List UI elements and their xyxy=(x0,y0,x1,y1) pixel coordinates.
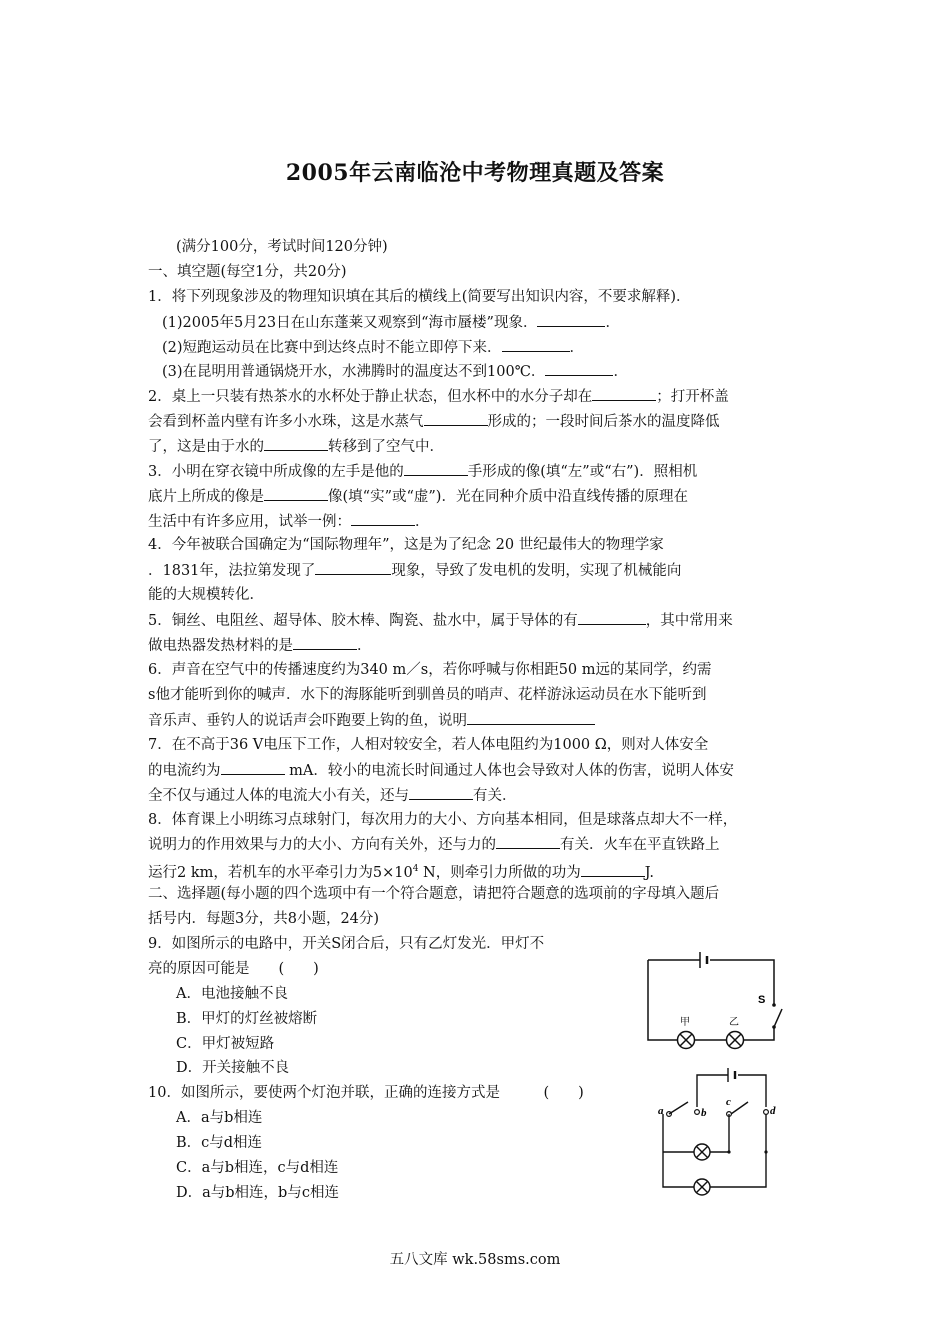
q7-line3: 全不仅与通过人体的电流大小有关，还与 有关． xyxy=(148,785,517,806)
q1-sub3: (3)在昆明用普通锅烧开水，水沸腾时的温度达不到100℃． ． xyxy=(162,361,628,382)
terminal-c-label: c xyxy=(726,1096,731,1108)
q10-option-c: C．a与b相连，c与d相连 xyxy=(176,1160,339,1176)
answer-blank xyxy=(581,862,645,877)
q6-line1: 6．声音在空气中的传播速度约为340 m／s，若你呼喊与你相距50 m远的某同学，约需 xyxy=(148,662,712,678)
page-footer: 五八文库 wk.58sms.com xyxy=(389,1252,561,1268)
q1-sub1: (1)2005年5月23日在山东蓬莱又观察到“海市蜃楼”现象． ． xyxy=(162,312,620,333)
q5-line1: 5．铜丝、电阻丝、超导体、胶木棒、陶瓷、盐水中，属于导体的有 ，其中常用来 xyxy=(148,610,733,631)
answer-blank xyxy=(592,386,656,401)
q1-stem: 1．将下列现象涉及的物理知识填在其后的横线上(简要写出知识内容，不要求解释)． xyxy=(148,289,691,305)
q9-line2: 亮的原因可能是 ( ) xyxy=(148,961,319,977)
terminal-a-label: a xyxy=(658,1105,664,1117)
q9-option-b: B．甲灯的灯丝被熔断 xyxy=(176,1011,318,1027)
q5-line2: 做电热器发热材料的是 ． xyxy=(148,635,372,656)
page-title: 2005年云南临沧中考物理真题及答案 xyxy=(285,160,665,186)
q4-line1: 4．今年被联合国确定为“国际物理年”，这是为了纪念 20 世纪最伟大的物理学家 xyxy=(148,537,664,553)
q3-line3: 生活中有许多应用，试举一例： ． xyxy=(148,511,430,532)
q9-option-c: C．甲灯被短路 xyxy=(176,1036,275,1052)
answer-blank xyxy=(502,337,570,352)
q3-line2: 底片上所成的像是 像(填“实”或“虚”)．光在同种介质中沿直线传播的原理在 xyxy=(148,486,688,507)
answer-blank xyxy=(351,511,415,526)
answer-blank xyxy=(537,312,605,327)
q1-sub2: (2)短跑运动员在比赛中到达终点时不能立即停下来． ． xyxy=(162,337,584,358)
lamp-jia-label: 甲 xyxy=(680,1017,690,1028)
answer-blank xyxy=(409,785,473,800)
answer-blank xyxy=(264,436,328,451)
q10-option-d: D．a与b相连，b与c相连 xyxy=(176,1185,339,1201)
q10-stem: 10．如图所示，要使两个灯泡并联，正确的连接方式是 ( ) xyxy=(148,1085,584,1101)
q7-line1: 7．在不高于36 V电压下工作，人相对较安全，若人体电阻约为1000 Ω，则对人体安全 xyxy=(148,737,709,753)
answer-blank xyxy=(496,834,560,849)
q2-line3: 了，这是由于水的 转移到了空气中． xyxy=(148,436,444,457)
q9-option-d: D．开关接触不良 xyxy=(176,1060,290,1076)
answer-blank xyxy=(315,560,391,575)
section1-heading: 一、填空题(每空1分，共20分) xyxy=(148,264,347,280)
q3-line1: 3．小明在穿衣镜中所成像的左手是他的 手形成的像(填“左”或“右”)．照相机 xyxy=(148,461,697,482)
lamp-yi-label: 乙 xyxy=(729,1017,739,1028)
q9-line1: 9．如图所示的电路中，开关S闭合后，只有乙灯发光．甲灯不 xyxy=(148,936,545,952)
q10-option-a: A．a与b相连 xyxy=(176,1110,263,1126)
q8-line3: 运行2 km，若机车的水平牵引力为$5\times 10^4$ N，则牵引力所做的功为 J. xyxy=(148,864,655,881)
q7-line2: 的电流约为 mA．较小的电流长时间通过人体也会导致对人体的伤害，说明人体安 xyxy=(148,760,734,781)
answer-blank xyxy=(578,610,646,625)
q6-line3: 音乐声、垂钓人的说话声会吓跑要上钩的鱼，说明 xyxy=(148,710,595,731)
q10-option-b: B．c与d相连 xyxy=(176,1135,263,1151)
section2-heading-line2: 括号内．每题3分，共8小题，24分) xyxy=(148,911,380,927)
q8-line1: 8．体育课上小明练习点球射门，每次用力的大小、方向基本相同，但是球落点却大不一样， xyxy=(148,812,738,828)
q6-line2: s他才能听到你的喊声．水下的海豚能听到驯兽员的哨声、花样游泳运动员在水下能听到 xyxy=(148,687,707,703)
q4-line3: 能的大规模转化． xyxy=(148,587,264,603)
q9-option-a: A．电池接触不良 xyxy=(176,986,288,1002)
q4-line2: ．1831年，法拉第发现了 现象，导致了发电机的发明，实现了机械能向 xyxy=(148,560,681,581)
terminal-b-label: b xyxy=(701,1107,707,1119)
q8-line2: 说明力的作用效果与力的大小、方向有关外，还与力的 有关．火车在平直铁路上 xyxy=(148,834,720,855)
q2-line1: 2．桌上一只装有热茶水的水杯处于静止状态，但水杯中的水分子却在 ；打开杯盖 xyxy=(148,386,729,407)
q2-line2: 会看到杯盖内壁有许多小水珠，这是水蒸气 形成的；一段时间后茶水的温度降低 xyxy=(148,411,720,432)
q9-circuit-figure xyxy=(640,945,790,1060)
answer-blank xyxy=(264,486,328,501)
q10-circuit-figure xyxy=(655,1062,780,1197)
answer-blank xyxy=(221,760,285,775)
section2-heading-line1: 二、选择题(每小题的四个选项中有一个符合题意，请把符合题意的选项前的字母填入题后 xyxy=(148,886,720,902)
switch-label: S xyxy=(758,994,766,1006)
answer-blank xyxy=(467,710,595,725)
answer-blank xyxy=(293,635,357,650)
exam-meta: (满分100分，考试时间120分钟) xyxy=(176,239,388,255)
answer-blank xyxy=(424,411,488,426)
answer-blank xyxy=(404,461,468,476)
answer-blank xyxy=(545,361,613,376)
terminal-d-label: d xyxy=(770,1105,776,1117)
